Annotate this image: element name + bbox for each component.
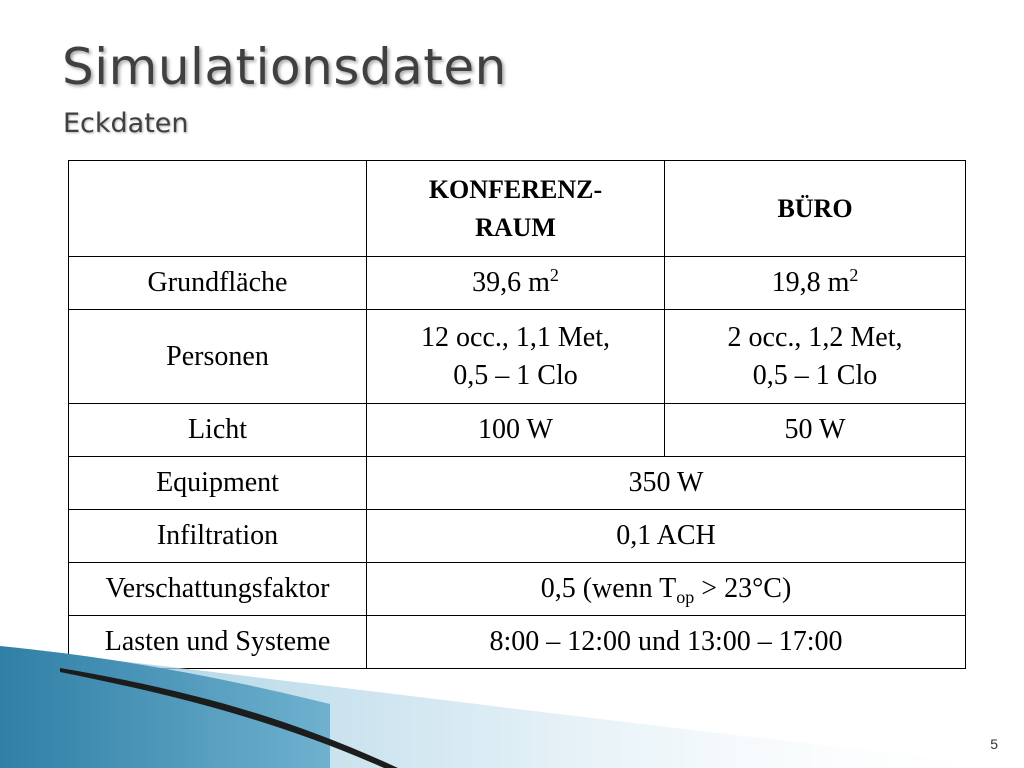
slide-subtitle: Eckdaten — [63, 108, 189, 139]
header-konferenzraum-line2: RAUM — [475, 212, 556, 242]
swoosh-teal-band — [0, 646, 330, 768]
row-label-equipment: Equipment — [69, 457, 367, 510]
row-label-personen: Personen — [69, 310, 367, 404]
cell-infiltration-value: 0,1 ACH — [367, 510, 966, 563]
area-value: 19,8 m — [771, 267, 850, 298]
personen-buero-line1: 2 occ., 1,2 Met, — [727, 321, 903, 353]
personen-konferenz-line1: 12 occ., 1,1 Met, — [421, 321, 610, 353]
area-value: 39,6 m — [472, 267, 550, 298]
area-unit-exponent: 2 — [549, 265, 559, 285]
row-label-infiltration: Infiltration — [69, 510, 367, 563]
cell-licht-buero: 50 W — [665, 404, 966, 457]
verschattung-value-pre: 0,5 (wenn T — [540, 573, 677, 604]
row-label-verschattungsfaktor: Verschattungsfaktor — [69, 563, 367, 616]
verschattung-value-post: > 23°C) — [694, 573, 792, 604]
cell-equipment-value: 350 W — [367, 457, 966, 510]
header-konferenzraum-line1: KONFERENZ- — [428, 174, 603, 204]
personen-buero-line2: 0,5 – 1 Clo — [752, 359, 878, 391]
row-label-lasten: Lasten und Systeme — [69, 616, 367, 669]
personen-konferenz-line2: 0,5 – 1 Clo — [453, 359, 578, 391]
slide-title: Simulationsdaten — [62, 38, 507, 96]
page-number: 5 — [990, 736, 998, 752]
verschattung-subscript: op — [676, 587, 695, 607]
row-label-licht: Licht — [69, 404, 367, 457]
header-buero: BÜRO — [665, 161, 966, 257]
row-label-grundflaeche: Grundfläche — [69, 257, 367, 310]
area-unit-exponent: 2 — [849, 265, 859, 285]
cell-licht-konferenz: 100 W — [367, 404, 665, 457]
cell-lasten-value: 8:00 – 12:00 und 13:00 – 17:00 — [367, 616, 966, 669]
